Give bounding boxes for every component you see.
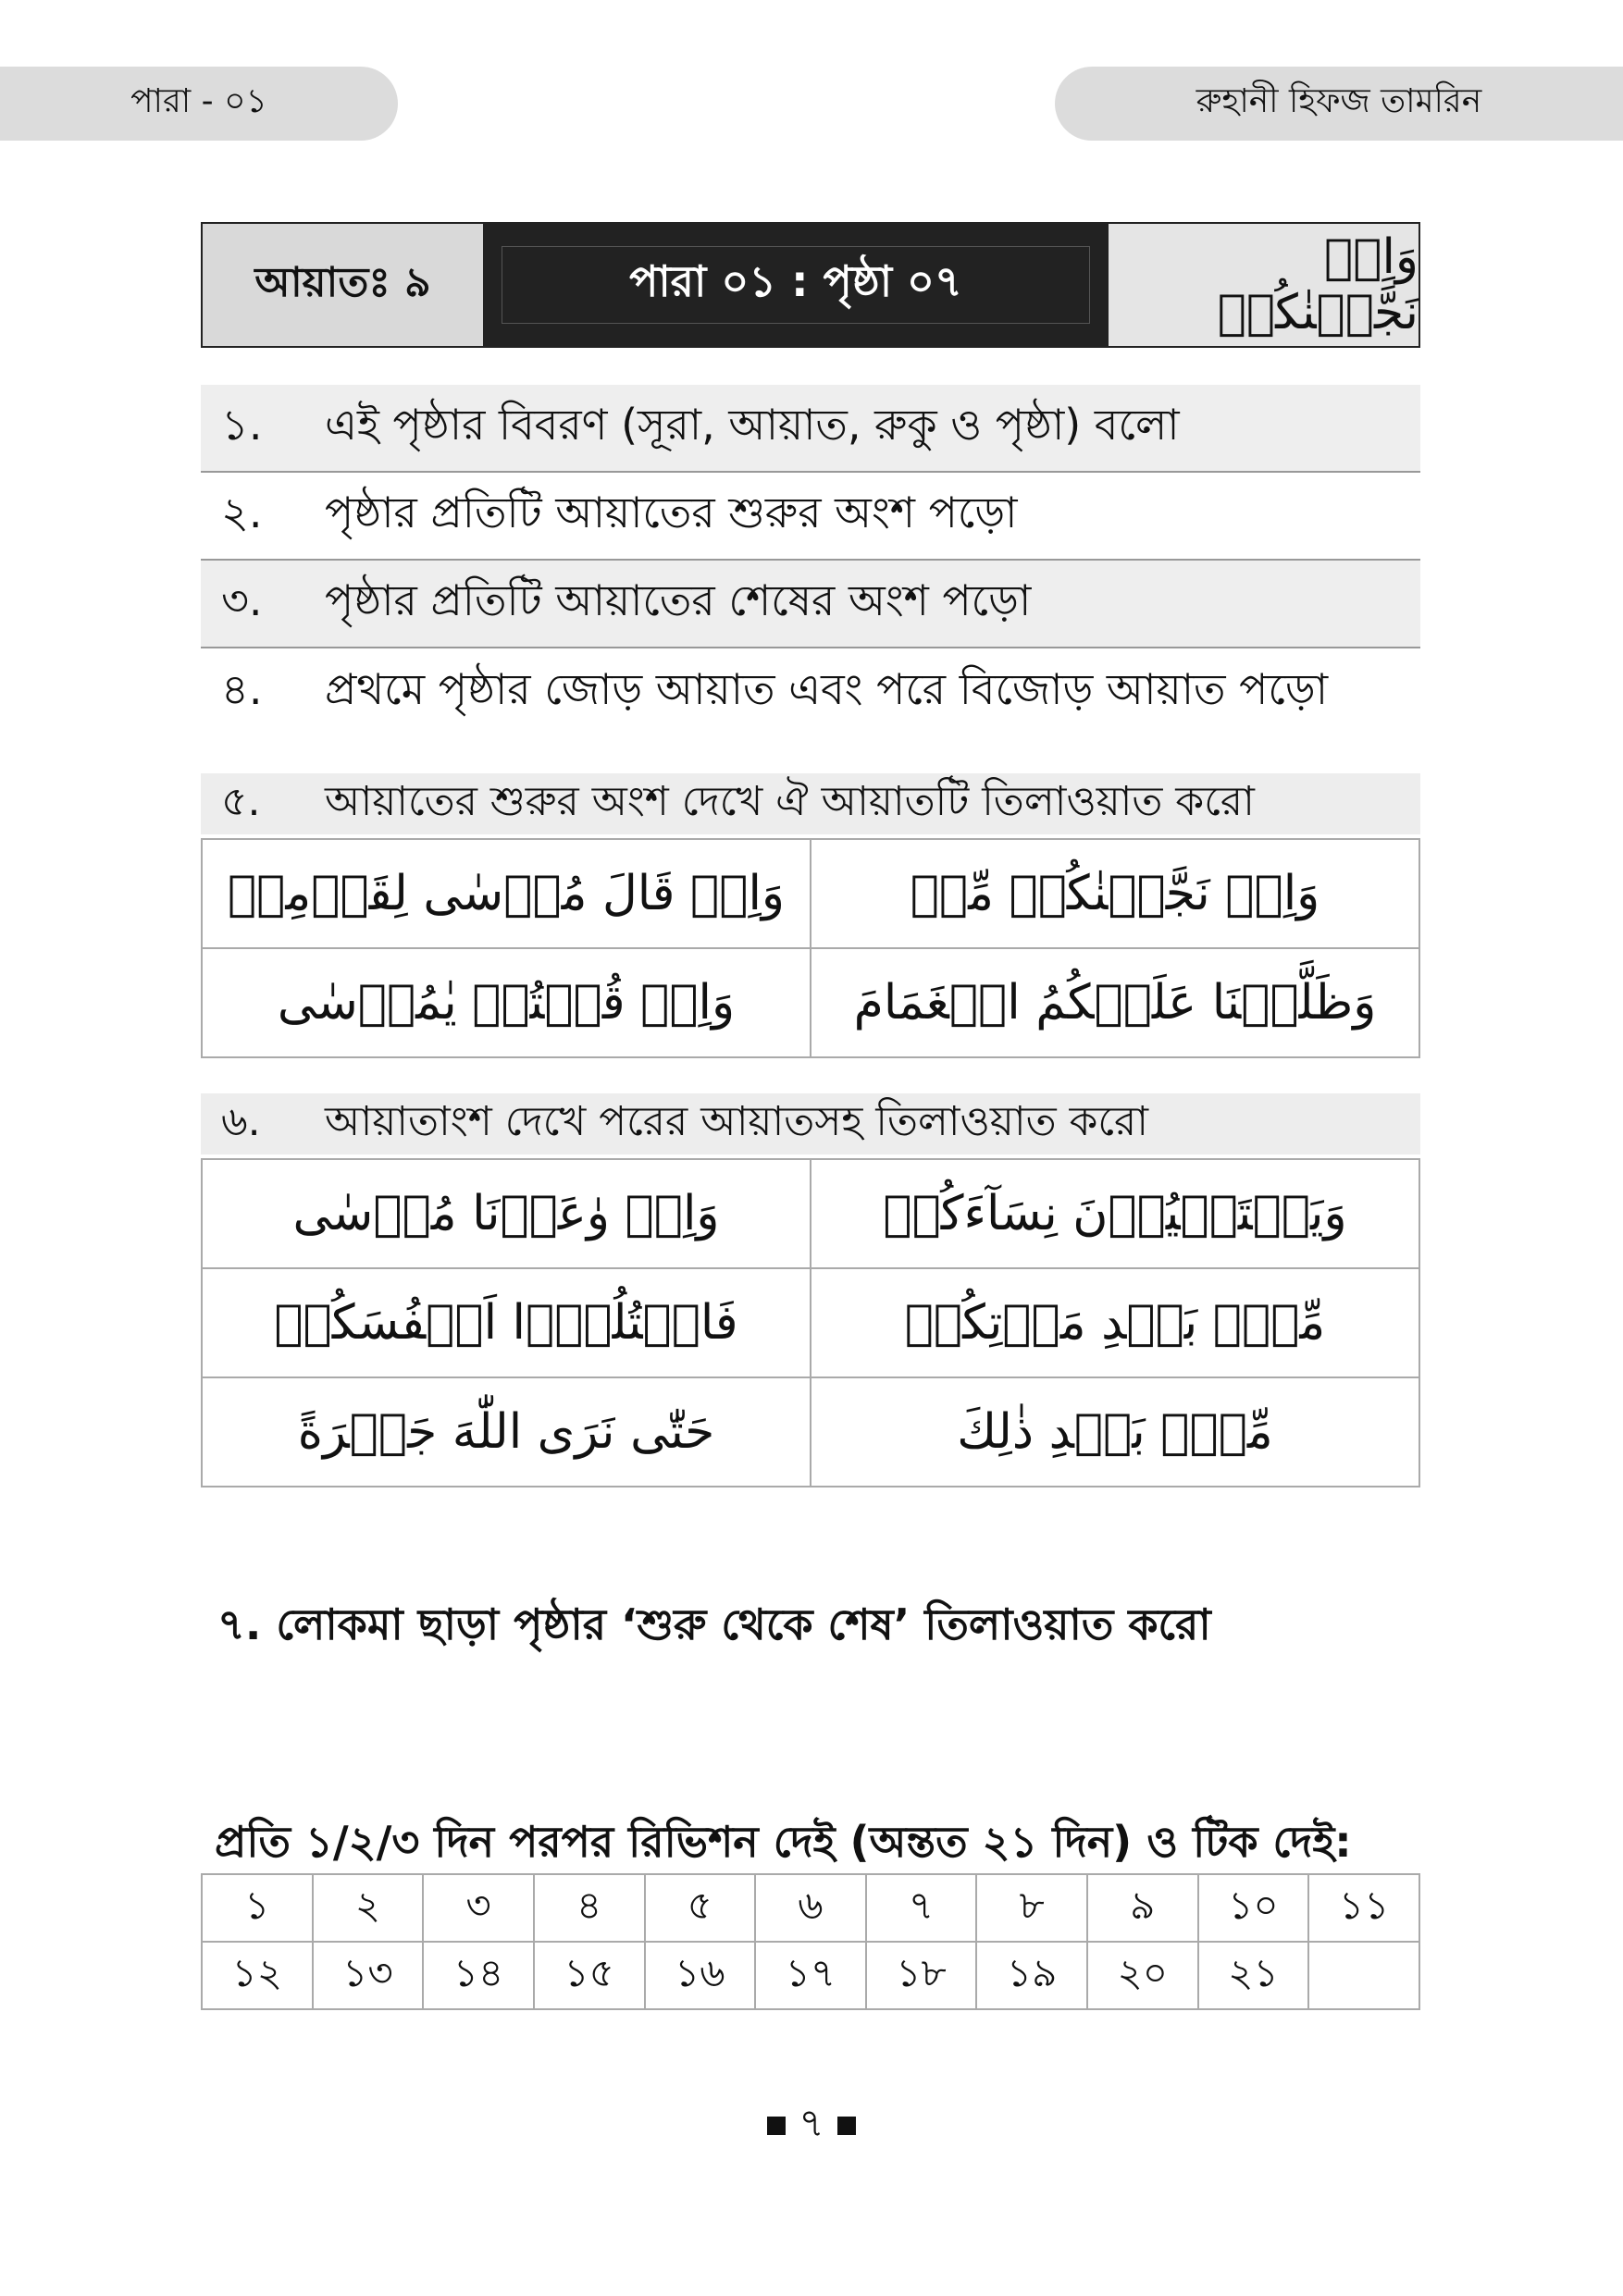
revision-cell: ১৪ bbox=[423, 1942, 534, 2009]
task-7: ৭. লোকমা ছাড়া পৃষ্ঠার ‘শুরু থেকে শেষ’ তিলাওয়াত করো bbox=[217, 1599, 1211, 1649]
revision-cell: ৩ bbox=[423, 1874, 534, 1942]
revision-cell: ৭ bbox=[866, 1874, 977, 1942]
ayat-count: আয়াতঃ ৯ bbox=[203, 224, 485, 346]
revision-cell: ১২ bbox=[202, 1942, 313, 2009]
section-5-heading bbox=[201, 773, 1420, 834]
revision-cell: ৯ bbox=[1087, 1874, 1198, 1942]
revision-cell: ১ bbox=[202, 1874, 313, 1942]
table-row bbox=[202, 1159, 1419, 1268]
revision-table bbox=[201, 1873, 1420, 2010]
revision-cell: ৬ bbox=[755, 1874, 866, 1942]
task-item bbox=[201, 561, 1420, 648]
revision-heading: প্রতি ১/২/৩ দিন পরপর রিভিশন দেই (অন্তত ২১ দিন) ও টিক দেই: bbox=[215, 1817, 1352, 1867]
arabic-cell: وَاِذۡ نَجَّيۡنٰكُمۡ مِّنۡ bbox=[811, 839, 1419, 948]
arabic-cell: وَاِذۡ قُلۡتُمۡ يٰمُوۡسٰى bbox=[202, 948, 811, 1057]
revision-cell: ১৯ bbox=[976, 1942, 1087, 2009]
page-reference bbox=[485, 224, 1107, 346]
task-text: পৃষ্ঠার প্রতিটি আয়াতের শেষের অংশ পড়ো bbox=[325, 574, 1032, 625]
section-6-heading bbox=[201, 1093, 1420, 1154]
task-number: ৩. bbox=[221, 574, 263, 625]
para-tab bbox=[0, 67, 398, 141]
arabic-cell: فَاقۡتُلُوۡۤا اَنۡفُسَكُمۡ bbox=[202, 1268, 811, 1377]
revision-cell: ১০ bbox=[1198, 1874, 1309, 1942]
page-number: ৭ bbox=[799, 2100, 824, 2145]
task-number: ২. bbox=[221, 487, 263, 537]
arabic-cell: مِّنۡۢ بَعۡدِ ذٰلِكَ bbox=[811, 1377, 1419, 1487]
arabic-cell: وَاِذۡ قَالَ مُوۡسٰى لِقَوۡمِهٖ bbox=[202, 839, 811, 948]
task-list bbox=[201, 385, 1420, 736]
task-number: ৪. bbox=[221, 663, 263, 714]
task-item bbox=[201, 648, 1420, 736]
table-row bbox=[202, 839, 1419, 948]
page-footer bbox=[0, 2092, 1623, 2158]
section-5-text: আয়াতের শুরুর অংশ দেখে ঐ আয়াতটি তিলাওয়াত করো bbox=[325, 777, 1255, 825]
page-title-bar bbox=[201, 222, 1420, 348]
revision-cell: ২১ bbox=[1198, 1942, 1309, 2009]
revision-cell: ১১ bbox=[1308, 1874, 1419, 1942]
revision-cell bbox=[1308, 1942, 1419, 2009]
section-5-table bbox=[201, 838, 1420, 1058]
section-6-number: ৬. bbox=[221, 1097, 261, 1145]
revision-cell: ২০ bbox=[1087, 1942, 1198, 2009]
revision-cell: ৫ bbox=[645, 1874, 756, 1942]
arabic-cell: حَتّٰى نَرَى اللّٰهَ جَهۡرَةً bbox=[202, 1377, 811, 1487]
section-6-text: আয়াতাংশ দেখে পরের আয়াতসহ তিলাওয়াত করো bbox=[325, 1097, 1149, 1145]
revision-cell: ৪ bbox=[534, 1874, 645, 1942]
revision-cell: ১৬ bbox=[645, 1942, 756, 2009]
revision-cell: ১৭ bbox=[755, 1942, 866, 2009]
page-reference-label: পারা ০১ : পৃষ্ঠা ০৭ bbox=[629, 256, 962, 306]
task-text: পৃষ্ঠার প্রতিটি আয়াতের শুরুর অংশ পড়ো bbox=[325, 487, 1018, 537]
arabic-cell: وَيَسۡتَحۡيُوۡنَ نِسَآءَكُمۡ bbox=[811, 1159, 1419, 1268]
arabic-cell: وَاِذۡ وٰعَدۡنَا مُوۡسٰى bbox=[202, 1159, 811, 1268]
square-ornament-icon bbox=[767, 2117, 786, 2135]
para-tab-label: পারা - ০১ bbox=[130, 82, 267, 120]
revision-cell: ৮ bbox=[976, 1874, 1087, 1942]
revision-cell: ২ bbox=[313, 1874, 424, 1942]
arabic-cell: مِّنۡۢ بَعۡدِ مَوۡتِكُمۡ bbox=[811, 1268, 1419, 1377]
arabic-cell: وَظَلَّلۡنَا عَلَيۡكُمُ الۡغَمَامَ bbox=[811, 948, 1419, 1057]
task-number: ১. bbox=[221, 399, 263, 450]
task-item bbox=[201, 385, 1420, 473]
section-6-table bbox=[201, 1158, 1420, 1487]
task-text: প্রথমে পৃষ্ঠার জোড় আয়াত এবং পরে বিজোড় আয়াত পড়ো bbox=[325, 663, 1329, 714]
revision-cell: ১৫ bbox=[534, 1942, 645, 2009]
book-title-label: রুহানী হিফজ তামরিন bbox=[1196, 82, 1482, 120]
arabic-heading: وَاِذۡ نَجَّيۡنٰكُمۡ bbox=[1107, 224, 1419, 346]
table-row bbox=[202, 1268, 1419, 1377]
section-5-number: ৫. bbox=[221, 777, 261, 825]
task-item bbox=[201, 473, 1420, 561]
table-row bbox=[202, 948, 1419, 1057]
revision-cell: ১৮ bbox=[866, 1942, 977, 2009]
square-ornament-icon bbox=[837, 2117, 856, 2135]
revision-cell: ১৩ bbox=[313, 1942, 424, 2009]
task-text: এই পৃষ্ঠার বিবরণ (সূরা, আয়াত, রুকু ও পৃষ্ঠা) বলো bbox=[325, 399, 1180, 450]
table-row bbox=[202, 1942, 1419, 2009]
table-row bbox=[202, 1874, 1419, 1942]
book-title-tab bbox=[1055, 67, 1623, 141]
table-row bbox=[202, 1377, 1419, 1487]
